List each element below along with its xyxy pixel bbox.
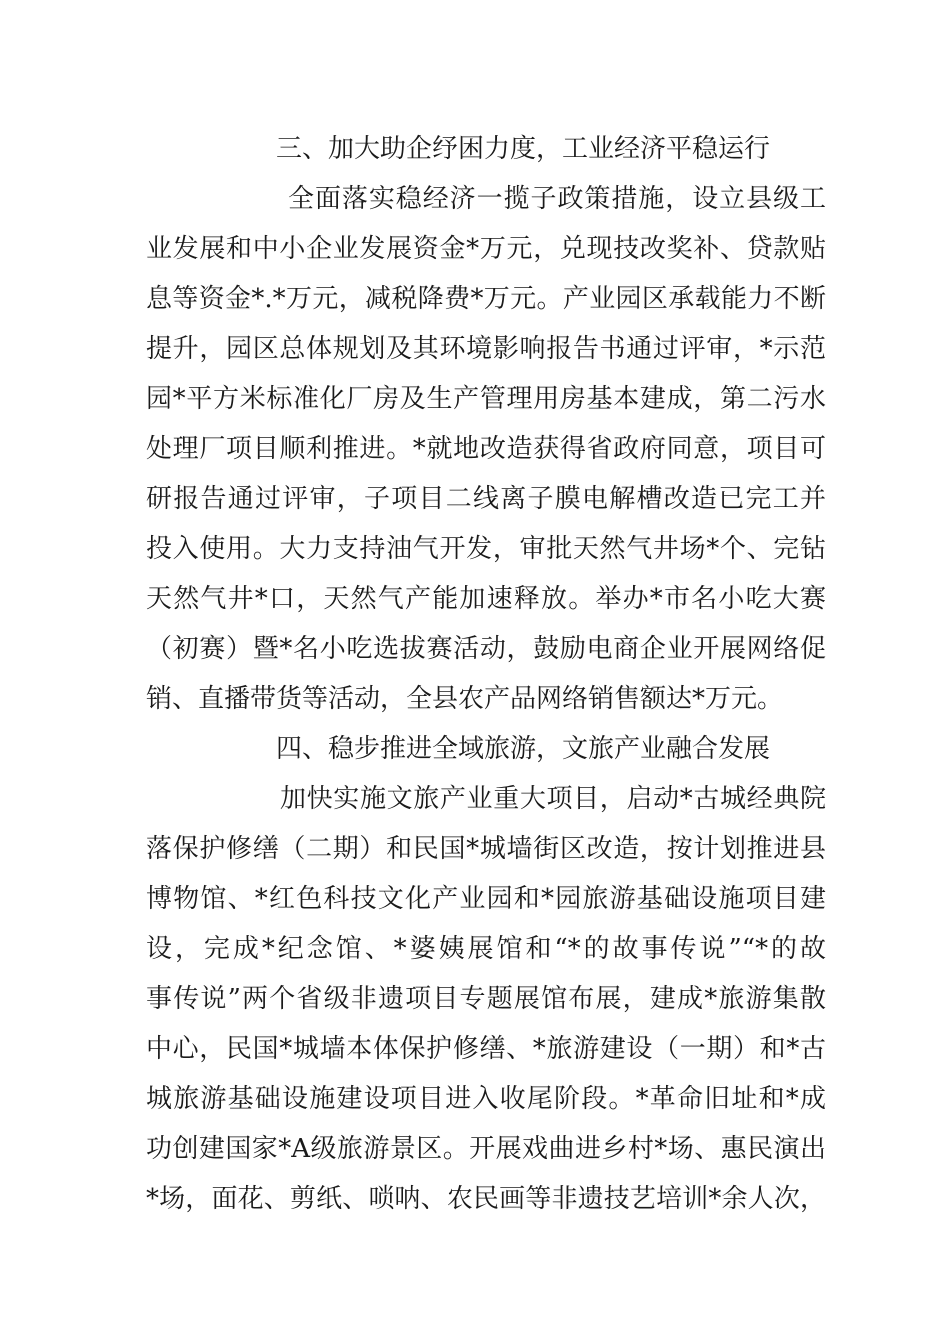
section-3-paragraph-line: 业发展和中小企业发展资金*万元，兑现技改奖补、贷款贴: [146, 234, 826, 264]
section-4-paragraph-line: 事传说”两个省级非遗项目专题展馆布展，建成*旅游集散: [146, 984, 826, 1014]
section-3-heading: 三、加大助企纾困力度，工业经济平稳运行: [276, 134, 771, 164]
section-4-paragraph-line: 落保护修缮（二期）和民国*城墙街区改造，按计划推进县: [146, 834, 826, 864]
section-4-paragraph-line: 城旅游基础设施建设项目进入收尾阶段。*革命旧址和*成: [146, 1084, 826, 1114]
section-3-paragraph-line: 息等资金*.*万元，减税降费*万元。产业园区承载能力不断: [146, 284, 826, 314]
section-4-paragraph-line: 功创建国家*A级旅游景区。开展戏曲进乡村*场、惠民演出: [146, 1134, 826, 1164]
section-4-paragraph-line: 设，完成*纪念馆、*婆姨展馆和“*的故事传说”“*的故: [146, 934, 826, 964]
section-3-paragraph-line: 投入使用。大力支持油气开发，审批天然气井场*个、完钻: [146, 534, 826, 564]
section-3-paragraph-line: 提升，园区总体规划及其环境影响报告书通过评审，*示范: [146, 334, 826, 364]
section-4-paragraph-line: 加快实施文旅产业重大项目，启动*古城经典院: [280, 784, 826, 814]
section-3-paragraph-line: 处理厂项目顺利推进。*就地改造获得省政府同意，项目可: [146, 434, 826, 464]
section-3-paragraph-line: 天然气井*口，天然气产能加速释放。举办*市名小吃大赛: [146, 584, 826, 614]
section-3-paragraph-line: 全面落实稳经济一揽子政策措施，设立县级工: [288, 184, 826, 214]
section-3-paragraph-line: 园*平方米标准化厂房及生产管理用房基本建成，第二污水: [146, 384, 826, 414]
section-3-paragraph-line: 销、直播带货等活动，全县农产品网络销售额达*万元。: [146, 684, 784, 714]
section-3-paragraph-line: 研报告通过评审，子项目二线离子膜电解槽改造已完工并: [146, 484, 826, 514]
section-4-paragraph-line: *场，面花、剪纸、唢呐、农民画等非遗技艺培训*余人次，: [146, 1184, 826, 1214]
section-4-paragraph-line: 中心，民国*城墙本体保护修缮、*旅游建设（一期）和*古: [146, 1034, 826, 1064]
section-4-heading: 四、稳步推进全域旅游，文旅产业融合发展: [276, 734, 771, 764]
section-4-paragraph-line: 博物馆、*红色科技文化产业园和*园旅游基础设施项目建: [146, 884, 826, 914]
section-3-paragraph-line: （初赛）暨*名小吃选拔赛活动，鼓励电商企业开展网络促: [146, 634, 826, 664]
